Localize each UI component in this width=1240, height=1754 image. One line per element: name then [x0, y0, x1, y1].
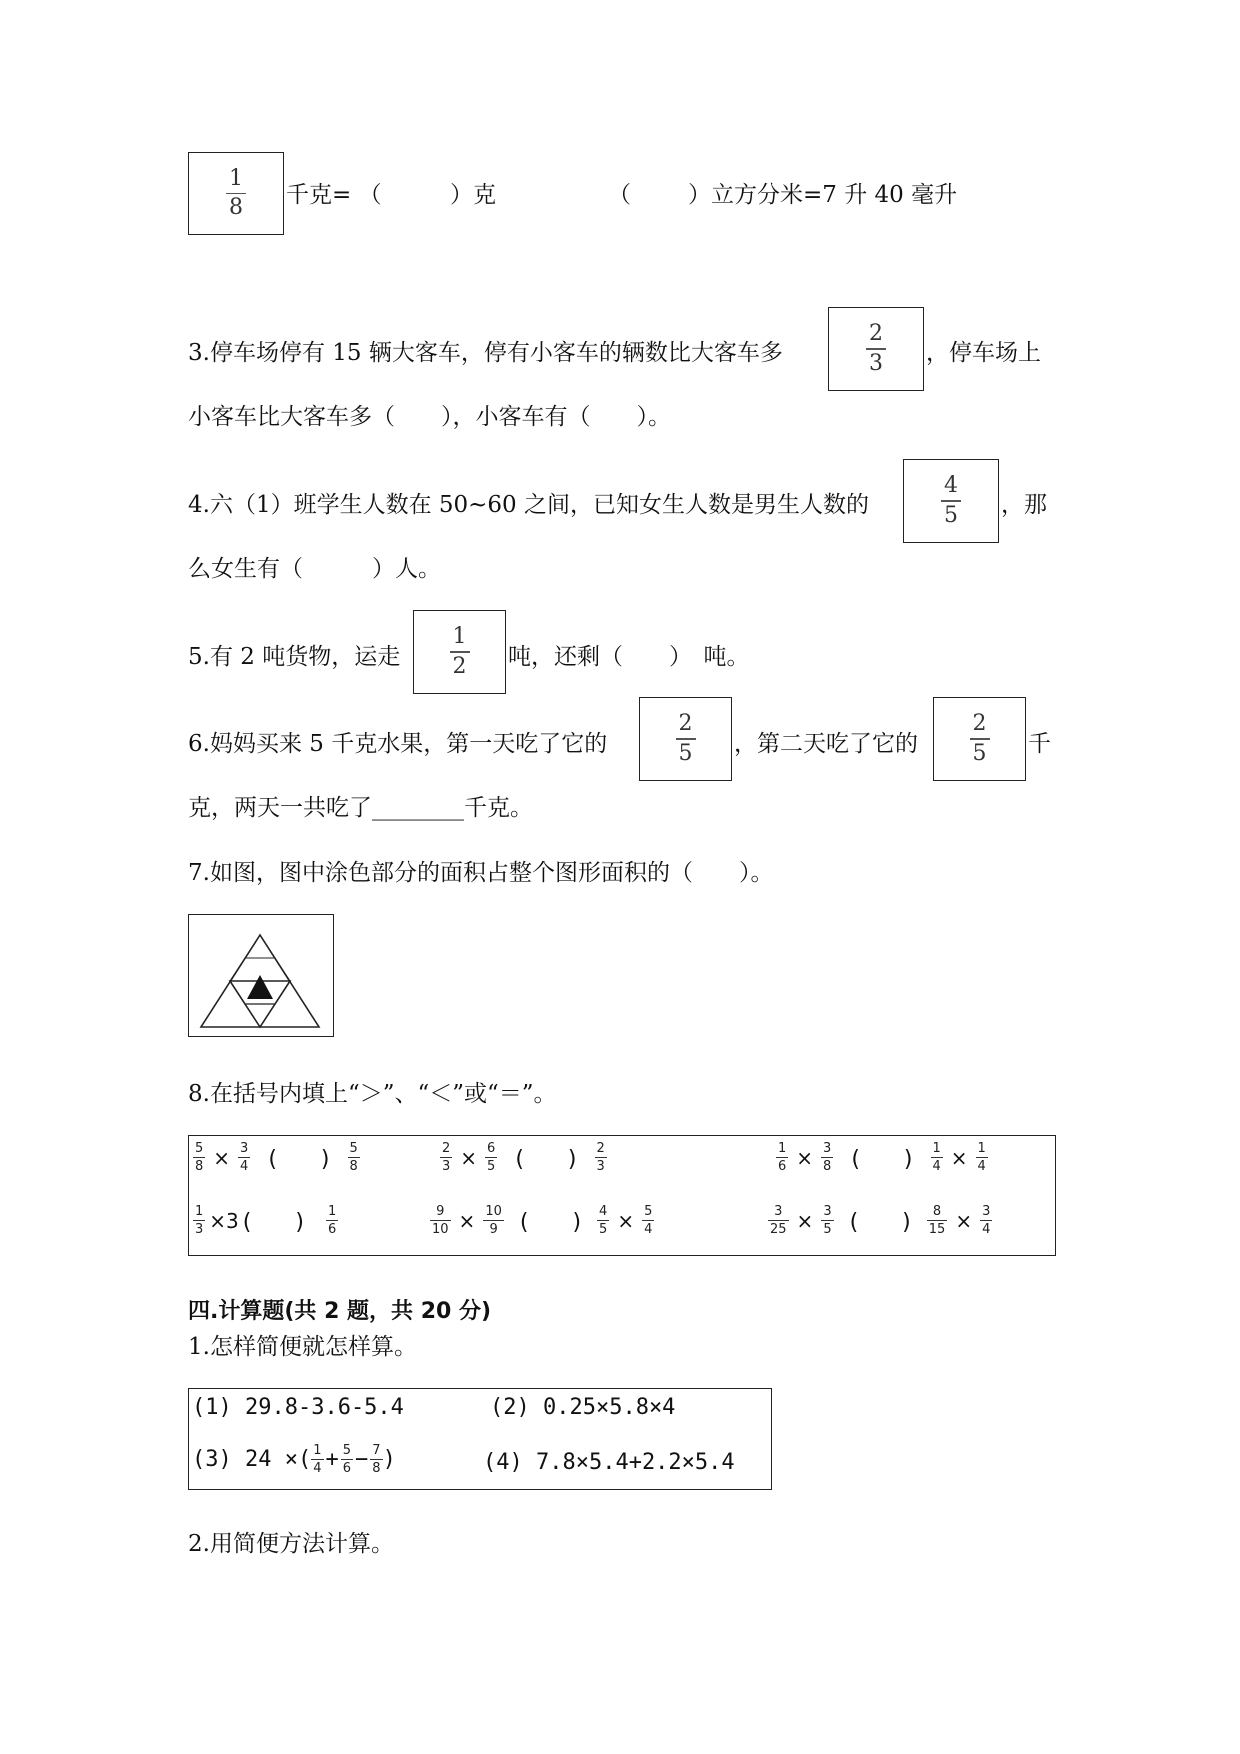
compare-row1-item1: $\frac{5}{8}$ × $\frac{3}{4}$ ( ) $\frac{5}{8}$: [195, 1141, 358, 1175]
q4-line1-end: ，那: [1001, 492, 1047, 518]
fraction-box-2-3: $\frac{2}{3}$: [828, 307, 924, 391]
q6-line1-mid: ，第二天吃了它的: [734, 731, 918, 757]
q2-text-b1: （: [608, 182, 631, 208]
q7-line1: 7.如图，图中涂色部分的面积占整个图形面积的（ ）。: [188, 860, 774, 886]
fraction-box-1-2: $\frac{1}{2}$: [413, 610, 506, 694]
fraction-box-2-5-b: $\frac{2}{5}$: [933, 697, 1026, 781]
fraction-box-1-8: [188, 152, 284, 235]
answer-paren[interactable]: ( ): [515, 1147, 577, 1173]
answer-paren[interactable]: ( ): [242, 1210, 304, 1236]
triangle-figure: [188, 914, 334, 1037]
shaded-triangle: [247, 975, 273, 999]
q6-line1: 6.妈妈买来 5 千克水果，第一天吃了它的: [188, 731, 608, 757]
q6-line2: 克，两天一共吃了________千克。: [188, 795, 533, 821]
compare-row1-item2: $\frac{2}{3}$ × $\frac{6}{5}$ ( ) $\frac{2}{3}$: [442, 1141, 605, 1175]
fraction-box-2-5-a: $\frac{2}{5}$: [639, 697, 732, 781]
compare-row1-item3: $\frac{1}{6}$ × $\frac{3}{8}$ ( ) $\frac{1}{4}$ × $\frac{1}{4}$: [778, 1141, 986, 1175]
q2-text-b2: ）立方分米=7 升 40 毫升: [688, 182, 958, 208]
fraction-box-4-5: $\frac{4}{5}$: [903, 459, 999, 543]
q8-line1: 8.在括号内填上“＞”、“＜”或“＝”。: [188, 1081, 557, 1107]
q6-line1-end: 千: [1028, 731, 1051, 757]
calc-4: (4) 7.8×5.4+2.2×5.4: [483, 1450, 735, 1475]
q2-text-a2: ）克: [450, 182, 496, 208]
answer-paren[interactable]: ( ): [849, 1210, 911, 1236]
compare-row2-item1: $\frac{1}{3}$ ×3 ( ) $\frac{1}{6}$: [195, 1204, 337, 1238]
q4-line2: 么女生有（ ）人。: [188, 556, 441, 582]
section4-q1: 1.怎样简便就怎样算。: [188, 1334, 417, 1360]
q4-line1: 4.六（1）班学生人数在 50~60 之间，已知女生人数是男生人数的: [188, 492, 870, 518]
answer-paren[interactable]: ( ): [519, 1210, 582, 1236]
triangle-figure-svg: [189, 915, 332, 1035]
compare-row2-item2: $\frac{9}{10}$ × $\frac{10}{9}$ ( ) $\frac{4}{5}$ × $\frac{5}{4}$: [432, 1204, 653, 1238]
q5-line1-end: 吨，还剩（ ） 吨。: [508, 644, 750, 670]
q3-line1-end: ，停车场上: [926, 340, 1041, 366]
section4-q2: 2.用简便方法计算。: [188, 1531, 394, 1557]
answer-paren[interactable]: ( ): [268, 1147, 330, 1173]
compare-row2-item3: $\frac{3}{25}$ × $\frac{3}{5}$ ( ) $\frac{8}{15}$ × $\frac{3}{4}$: [770, 1204, 991, 1238]
section4-heading: 四.计算题(共 2 题，共 20 分): [188, 1299, 492, 1324]
answer-paren[interactable]: ( ): [851, 1147, 913, 1173]
q5-line1: 5.有 2 吨货物，运走: [188, 644, 401, 670]
fraction: $\frac{1}{8}$: [226, 168, 246, 219]
q3-line2: 小客车比大客车多（ ），小客车有（ ）。: [188, 404, 671, 430]
calc-3: (3) 24 ×( $\frac{1}{4}$ + $\frac{5}{6}$ − $\frac{7}{8}$ ): [192, 1443, 396, 1477]
calc-2: (2) 0.25×5.8×4: [490, 1395, 676, 1420]
q3-line1: 3.停车场停有 15 辆大客车，停有小客车的辆数比大客车多: [188, 340, 783, 366]
q2-text-a1: 千克= （: [286, 182, 382, 208]
calc-1: (1) 29.8-3.6-5.4: [192, 1395, 404, 1420]
